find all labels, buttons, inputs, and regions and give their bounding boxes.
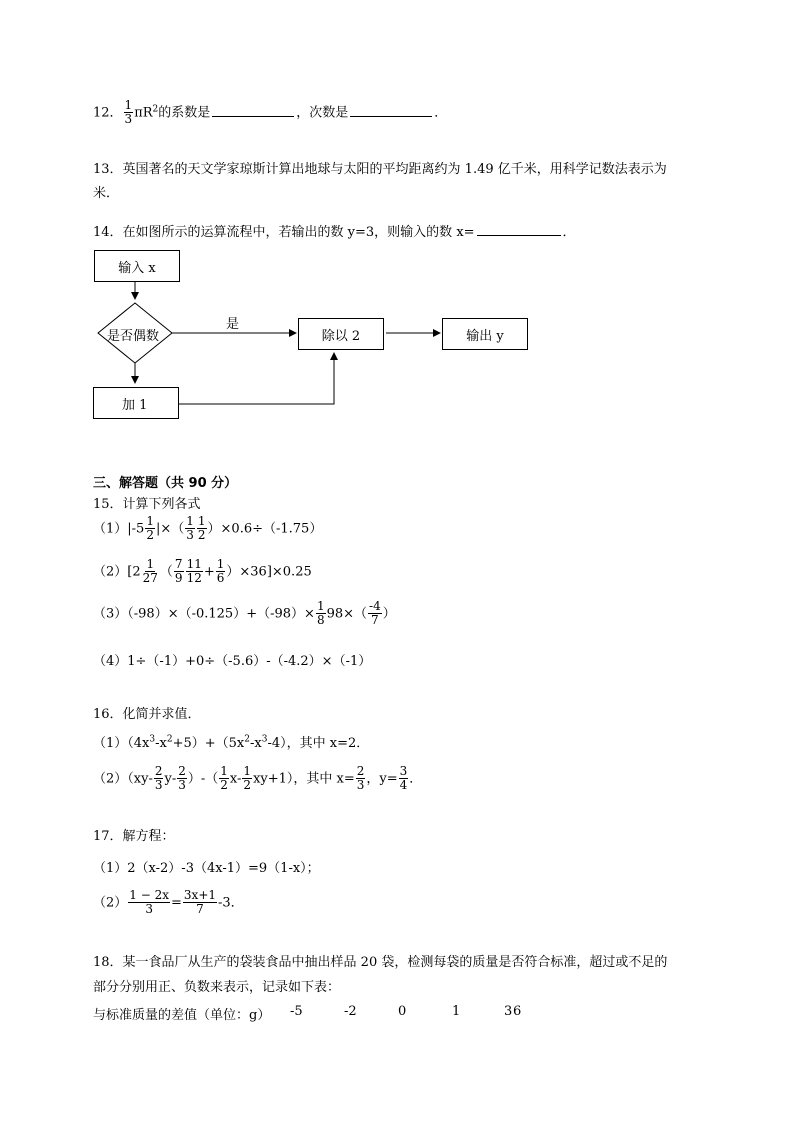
- q12-number: 12．: [93, 105, 123, 121]
- flow-add-box: 加 1: [93, 387, 179, 419]
- question-18-line1: 18．某一食品厂从生产的袋装食品中抽出样品 20 袋，检测每袋的质量是否符合标准，超过或不足的: [93, 955, 668, 970]
- q15-part4: （4）1÷（-1）+0÷（-5.6）-（-4.2）×（-1）: [93, 654, 372, 669]
- flow-decision-label: 是否偶数: [107, 329, 160, 344]
- fraction: $\frac{3x+1}{7}$: [183, 888, 217, 916]
- table-cell: 0: [398, 1004, 407, 1019]
- flow-yes-label: 是: [226, 317, 240, 332]
- q15-part2: （2）[2 $\frac{1}{27}$ （ $\frac{7}{9}$ $\frac{11}{12}$ + $\frac{1}{6}$ ）×36]×0.25: [93, 557, 312, 585]
- section-3-title: 三、解答题（共 90 分）: [93, 476, 238, 491]
- row-label: 与标准质量的差值（单位：g）: [93, 1008, 271, 1023]
- question-12: 12． $\frac{1}{3}$ $\pi R^2$的系数是 ，次数是 ．: [93, 98, 448, 126]
- fraction: $\frac{2}{3}$: [356, 764, 365, 792]
- fraction: $\frac{1}{27}$: [142, 557, 158, 585]
- q16-part1: $(1)(4x^3-x^2+5)+(5x^2-x^3-4)$，其中 x=2．: [93, 734, 370, 751]
- question-13-line2: 米．: [93, 186, 120, 201]
- table-cell: -5: [290, 1004, 303, 1019]
- question-13-line1: 13．英国著名的天文学家琼斯计算出地球与太阳的平均距离约为 1.49 亿千米，用科学记数法表示为: [93, 162, 667, 177]
- flow-input-box: 输入 x: [94, 250, 180, 282]
- question-16-title: 16．化简并求值．: [93, 707, 201, 722]
- flow-output-box: 输出 y: [442, 318, 528, 350]
- q16-part2: （2）（xy- $\frac{2}{3}$ y- $\frac{2}{3}$ ）-（ $\frac{1}{2}$ x- $\frac{1}{2}$ xy+1），其中 x= $\frac{2}{3}$ ，y= $\frac{3}{4}$ ．: [93, 764, 423, 792]
- fraction: $\frac{-4}{7}$: [369, 599, 381, 627]
- fraction: $\frac{7}{9}$: [174, 557, 183, 585]
- fraction: $\frac{1 - 2x}{3}$: [129, 888, 170, 916]
- question-17-title: 17．解方程：: [93, 829, 175, 844]
- fraction: $\frac{2}{3}$: [178, 764, 186, 792]
- fraction: $\frac{1}{2}$: [220, 764, 228, 792]
- table-cell: 1: [452, 1004, 461, 1019]
- fraction: $\frac{1}{8}$: [316, 599, 325, 627]
- q15-part1: （1）|-5 $\frac{1}{2}$ |×（ $\frac{1}{3}$ $\frac{1}{2}$ ）×0.6÷（-1.75）: [93, 514, 323, 542]
- q17-part1: （1）2（x-2）-3（4x-1）=9（1-x）；: [93, 861, 320, 876]
- table-cell: 6: [513, 1004, 522, 1019]
- fraction: $\frac{11}{12}$: [186, 557, 202, 585]
- q15-part3: （3）（-98）×（-0.125）+（-98）× $\frac{1}{8}$ 98×（ $\frac{-4}{7}$ ）: [93, 599, 396, 627]
- flow-divide-box: 除以 2: [298, 318, 384, 350]
- fraction: $\frac{2}{3}$: [154, 764, 163, 792]
- table-row: [0, 1004, 794, 1024]
- fraction: $\frac{1}{3}$: [124, 98, 133, 126]
- question-14: 14．在如图所示的运算流程中，若输出的数 y=3，则输入的数 x= ．: [93, 225, 576, 240]
- question-18-line2: 部分分别用正、负数来表示，记录如下表：: [93, 980, 341, 995]
- q17-part2: （2） $\frac{1 - 2x}{3}$ = $\frac{3x+1}{7}$ -3．: [93, 888, 244, 916]
- fraction: $\frac{1}{2}$: [243, 764, 252, 792]
- fraction: $\frac{1}{2}$: [197, 514, 206, 542]
- table-cell: -2: [344, 1004, 357, 1019]
- fraction: $\frac{1}{2}$: [146, 514, 154, 542]
- fraction: $\frac{1}{3}$: [186, 514, 194, 542]
- question-15-title: 15．计算下列各式: [93, 497, 201, 512]
- fraction: $\frac{1}{6}$: [216, 557, 225, 585]
- fraction: $\frac{3}{4}$: [399, 764, 408, 792]
- table-cell: 3: [504, 1004, 513, 1019]
